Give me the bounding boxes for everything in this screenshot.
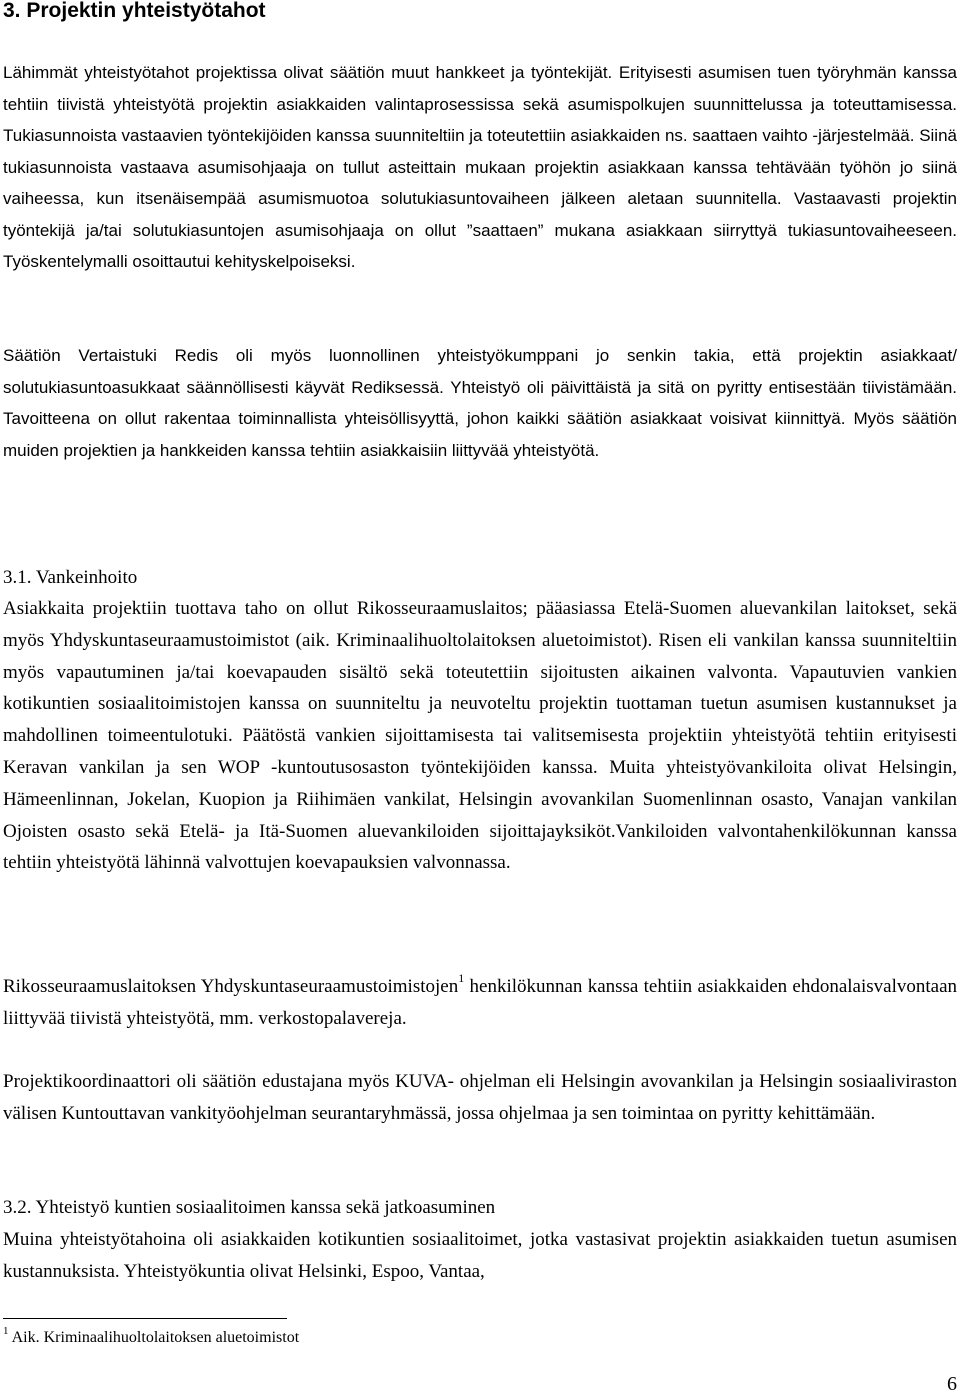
subsection-1-paragraph-1: Asiakkaita projektiin tuottava taho on ollut Rikosseuraamuslaitos; pääasiassa Etelä-Suomen aluevankilan laitokset, sekä myös Yhdyskuntaseuraamustoimistot (aik. Kriminaalihuoltolaitoksen aluetoimistot). Risen eli vankilan kanssa suunniteltiin myös vapautuminen ja/tai koevapauden sisältö sekä toteutettiin sijoitusten aikainen valvonta. Vapautuvien vankien kotikuntien sosiaalitoimistojen kanssa on suunniteltu ja neuvoteltu projektin tuottaman tuetun asumisen kustannukset ja mahdollinen toimeentulotuki. Päätöstä vankien sijoittamisesta tai valitsemisesta projektiin yhteistyötä tehtiin erityisesti Keravan vankilan ja sen WOP -kuntoutusosaston työntekijöiden kanssa. Muita yhteistyövankiloita olivat Helsingin, Hämeenlinnan, Jokelan, Kuopion ja Riihimäen vankilat, Helsingin avovankilan Suomenlinnan osasto, Vanajan vankilan Ojoisten osasto sekä Etelä- ja Itä-Suomen aluevankiloiden sijoittajayksiköt.Vankiloiden valvontahenkilökunnan kanssa tehtiin yhteistyötä lähinnä valvottujen koevapauksien valvonnassa. (3, 598, 957, 874)
subsection-heading-sosiaalitoimi: 3.2. Yhteistyö kuntien sosiaalitoimen kanssa sekä jatkoasuminen (3, 1197, 496, 1218)
footnote-text: Aik. Kriminaalihuoltolaitoksen aluetoimistot (8, 1329, 300, 1346)
subsection-1-paragraph-3: Projektikoordinaattori oli säätiön edustajana myös KUVA- ohjelman eli Helsingin avovankilan ja Helsingin sosiaaliviraston välisen Kuntouttavan vankityöohjelman seurantaryhmässä, jossa ohjelmaa ja sen toimintaa on pyritty kehittämään. (3, 1071, 957, 1124)
footnote-divider (3, 1318, 287, 1319)
subsection-heading-vankeinhoito: 3.1. Vankeinhoito (3, 567, 138, 588)
section-paragraph-1: Lähimmät yhteistyötahot projektissa olivat säätiön muut hankkeet ja työntekijät. Erityisesti asumisen tuen työryhmän kanssa tehtiin tiivistä yhteistyötä projektin asiakkaiden valintaprosessissa sekä asumispolkujen suunnittelussa ja toteuttamisessa. Tukiasunnoista vastaavien työntekijöiden kanssa suunniteltiin ja toteutettiin asiakkaiden ns. saattaen vaihto -järjestelmää. Siinä tukiasunnoista vastaava asumisohjaaja on tullut asteittain mukaan projektin asiakkaan kanssa tehtävään työhön jo siinä vaiheessa, kun itsenäisempää asumismuotoa solutukiasuntovaiheen jälkeen aletaan suunnitella. Vastaavasti projektin työntekijä ja/tai solutukiasuntojen asumisohjaaja on ollut ”saattaen” mukana asiakkaan siirryttyä tukiasuntovaiheeseen. Työskentelymalli osoittautui kehityskelpoiseksi. (3, 63, 957, 271)
footnote-marker: 1 (3, 1324, 9, 1337)
section-paragraph-2: Säätiön Vertaistuki Redis oli myös luonnollinen yhteistyökumppani jo senkin takia, että projektin asiakkaat/ solutukiasuntoasukkaat säännöllisesti käyvät Rediksessä. Yhteistyö oli päivittäistä ja sitä on pyritty entisestään tiivistämään. Tavoitteena on ollut rakentaa toiminnallista yhteisöllisyyttä, johon kaikki säätiön asiakkaat voisivat kiinnittyä. Myös säätiön muiden projektien ja hankkeiden kanssa tehtiin asiakkaisiin liittyvää yhteistyötä. (3, 346, 957, 460)
subsection-1-paragraph-2 (3, 971, 957, 1035)
subsection-2-paragraph-1: Muina yhteistyötahoina oli asiakkaiden kotikuntien sosiaalitoimet, jotka vastasivat projektin asiakkaiden tuetun asumisen kustannuksista. Yhteistyökuntia olivat Helsinki, Espoo, Vantaa, (3, 1229, 957, 1282)
footnote (3, 1324, 300, 1349)
paragraph-2-text-end: henkilökunnan kanssa tehtiin asiakkaiden ehdonalaisvalvontaan liittyvää tiivistä yhteistyötä, mm. verkostopalavereja. (3, 976, 958, 1029)
page-number: 6 (947, 1373, 957, 1395)
section-heading: 3. Projektin yhteistyötahot (3, 0, 266, 22)
footnote-reference: 1 (458, 970, 465, 985)
paragraph-2-text-start: Rikosseuraamuslaitoksen Yhdyskuntaseuraamustoimistojen (3, 976, 459, 997)
